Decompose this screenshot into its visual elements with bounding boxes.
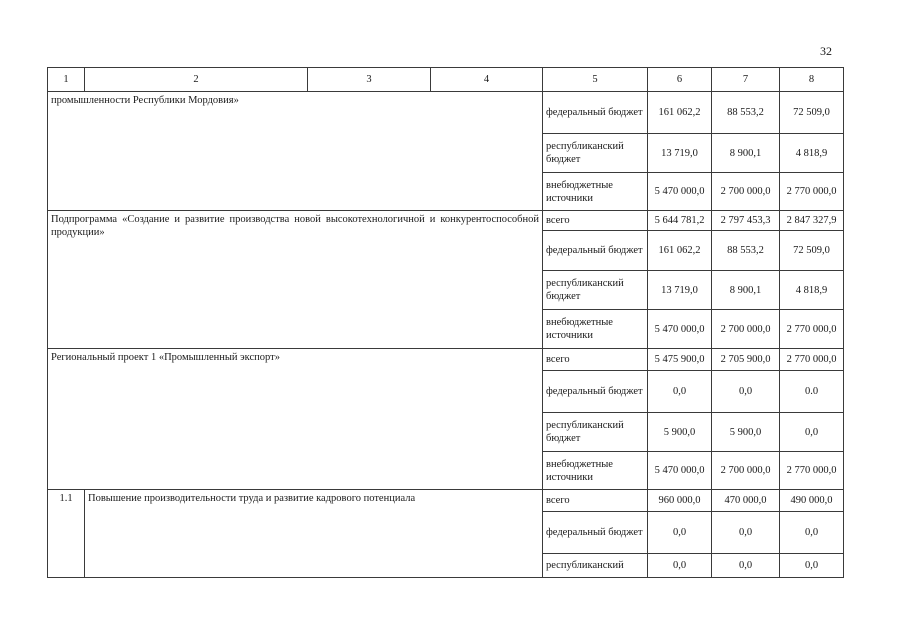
funding-source: внебюджетные источники	[546, 317, 613, 341]
value-col-7: 2 705 900,0	[720, 354, 771, 365]
funding-source: республиканский	[546, 560, 624, 571]
value-col-6: 161 062,2	[658, 107, 701, 118]
table-rule	[779, 210, 780, 230]
value-col-8: 0.0	[804, 386, 819, 397]
table-rule	[779, 511, 780, 553]
row-name: промышленности Республики Мордовия»	[51, 95, 239, 106]
table-rule	[647, 412, 648, 451]
value-col-7: 8 900,1	[729, 147, 762, 159]
value-col-7: 2 797 453,3	[720, 215, 771, 226]
funding-source: федеральный бюджет	[546, 107, 643, 118]
table-rule	[779, 172, 780, 210]
funding-source: внебюджетные источники	[546, 179, 613, 204]
table-rule	[647, 67, 648, 91]
value-col-7: 8 900,1	[729, 284, 762, 296]
value-col-6: 0,0	[672, 560, 687, 571]
table-rule	[647, 230, 648, 270]
row-code: 1.1	[59, 493, 73, 504]
value-col-8: 0,0	[804, 426, 819, 438]
value-col-7: 0,0	[738, 386, 753, 397]
budget-table	[47, 67, 843, 577]
table-rule	[779, 230, 780, 270]
column-header-2: 2	[193, 74, 199, 85]
value-col-7: 0,0	[738, 560, 753, 571]
value-col-8: 2 770 000,0	[786, 323, 837, 335]
funding-source: республиканский бюджет	[546, 141, 624, 165]
value-col-6: 0,0	[672, 386, 687, 397]
value-col-7: 2 700 000,0	[720, 465, 771, 476]
value-col-7: 88 553,2	[727, 245, 764, 256]
value-col-8: 2 770 000,0	[786, 186, 837, 197]
table-rule	[711, 270, 712, 309]
value-col-6: 5 470 000,0	[654, 186, 705, 197]
row-name: Подпрограмма «Создание и развитие производства новой высокотехнологичной и конкурентоспособной продукции»	[51, 214, 539, 238]
value-col-8: 72 509,0	[793, 107, 830, 118]
value-col-6: 5 900,0	[663, 426, 696, 438]
page-number: 32	[820, 44, 832, 58]
table-rule	[647, 489, 648, 511]
funding-source: республиканский бюджет	[546, 420, 624, 444]
table-rule	[647, 309, 648, 348]
value-col-6: 5 470 000,0	[654, 323, 705, 335]
table-rule	[647, 270, 648, 309]
table-rule	[647, 370, 648, 412]
table-rule	[430, 67, 431, 91]
table-rule	[647, 133, 648, 172]
column-header-5: 5	[592, 74, 598, 85]
value-col-6: 960 000,0	[658, 495, 701, 506]
value-col-8: 4 818,9	[795, 284, 828, 296]
table-rule	[647, 553, 648, 577]
table-rule	[647, 511, 648, 553]
value-col-6: 0,0	[672, 527, 687, 538]
value-col-8: 72 509,0	[793, 245, 830, 256]
table-rule	[647, 91, 648, 133]
value-col-6: 13 719,0	[661, 284, 698, 296]
table-rule	[711, 553, 712, 577]
column-header-3: 3	[366, 74, 372, 85]
funding-source: внебюджетные источники	[546, 458, 613, 483]
table-rule	[84, 67, 85, 91]
value-col-8: 0,0	[804, 560, 819, 571]
value-col-8: 4 818,9	[795, 147, 828, 159]
table-rule	[647, 210, 648, 230]
column-header-8: 8	[808, 74, 815, 85]
value-col-6: 5 470 000,0	[654, 465, 705, 476]
value-col-8: 2 847 327,9	[786, 215, 837, 226]
table-rule	[711, 133, 712, 172]
funding-source: всего	[546, 495, 570, 506]
value-col-7: 2 700 000,0	[720, 186, 771, 197]
row-name: Региональный проект 1 «Промышленный экспорт»	[51, 352, 280, 363]
column-header-4: 4	[483, 74, 490, 85]
value-col-6: 5 644 781,2	[654, 215, 705, 226]
column-header-6: 6	[676, 74, 683, 85]
value-col-8: 490 000,0	[790, 495, 833, 506]
column-header-1: 1	[63, 74, 69, 85]
funding-source: федеральный бюджет	[546, 527, 643, 538]
table-rule	[779, 91, 780, 133]
value-col-7: 2 700 000,0	[720, 323, 771, 335]
funding-source: всего	[546, 215, 570, 226]
table-rule	[647, 348, 648, 370]
table-rule	[711, 230, 712, 270]
value-col-7: 0,0	[738, 527, 753, 538]
value-col-8: 0,0	[804, 527, 819, 538]
table-rule	[47, 577, 844, 578]
funding-source: федеральный бюджет	[546, 386, 643, 397]
table-rule	[711, 309, 712, 348]
table-rule	[779, 133, 780, 172]
funding-source: республиканский бюджет	[546, 278, 624, 302]
table-rule	[711, 511, 712, 553]
table-rule	[711, 91, 712, 133]
value-col-7: 88 553,2	[727, 107, 764, 118]
table-rule	[711, 489, 712, 511]
value-col-6: 13 719,0	[661, 147, 698, 159]
value-col-8: 2 770 000,0	[786, 354, 837, 365]
table-rule	[779, 309, 780, 348]
value-col-8: 2 770 000,0	[786, 465, 837, 476]
table-rule	[779, 412, 780, 451]
column-header-7: 7	[742, 74, 749, 85]
table-rule	[307, 67, 308, 91]
table-rule	[542, 67, 543, 91]
table-rule	[711, 67, 712, 91]
table-rule	[779, 451, 780, 489]
table-rule	[779, 348, 780, 370]
table-rule	[779, 67, 780, 91]
table-rule	[711, 451, 712, 489]
funding-source: всего	[546, 354, 570, 365]
table-rule	[711, 348, 712, 370]
table-rule	[843, 67, 844, 578]
value-col-6: 161 062,2	[658, 245, 701, 256]
table-rule	[779, 553, 780, 577]
value-col-7: 5 900,0	[729, 426, 762, 438]
table-rule	[711, 172, 712, 210]
table-rule	[711, 412, 712, 451]
table-rule	[779, 370, 780, 412]
table-rule	[711, 370, 712, 412]
funding-source: федеральный бюджет	[546, 245, 643, 256]
table-rule	[647, 172, 648, 210]
table-rule	[647, 451, 648, 489]
table-rule	[779, 489, 780, 511]
table-rule	[779, 270, 780, 309]
table-rule	[711, 210, 712, 230]
value-col-7: 470 000,0	[724, 495, 767, 506]
row-name: Повышение производительности труда и развитие кадрового потенциала	[88, 493, 416, 504]
value-col-6: 5 475 900,0	[654, 354, 705, 365]
